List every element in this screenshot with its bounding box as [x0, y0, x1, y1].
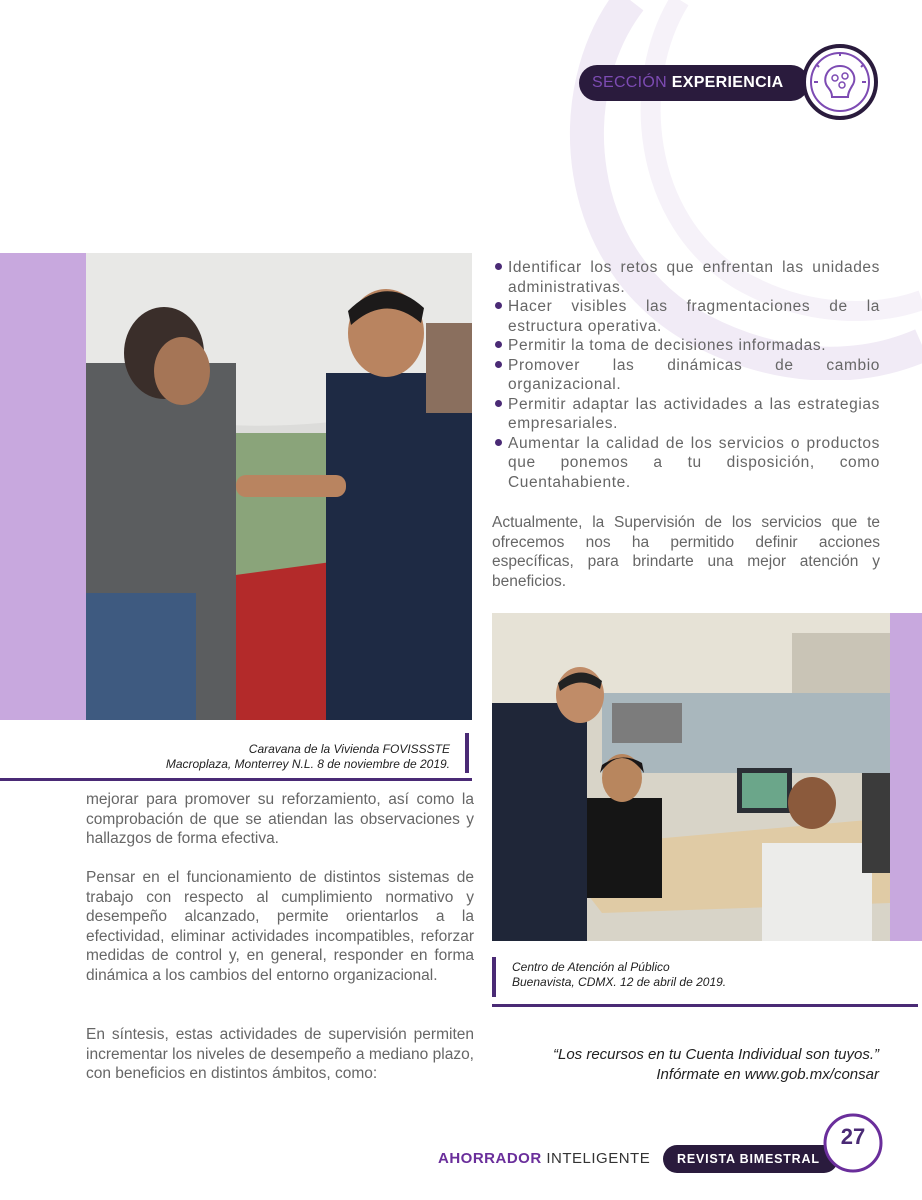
bullet-dot-icon	[495, 302, 502, 309]
quote-line-1: “Los recursos en tu Cuenta Individual son tuyos.”	[552, 1046, 879, 1063]
footer-brand-regular: INTELIGENTE	[546, 1150, 651, 1167]
bullet-dot-icon	[495, 400, 502, 407]
right-paragraph: Actualmente, la Supervisión de los servicios que te ofrecemos nos ha permitido definir acciones específicas, para brindarte una mejor atención y beneficios.	[492, 514, 880, 590]
objectives-list	[492, 258, 880, 492]
list-item: Hacer visibles las fragmentaciones de la estructura operativa.	[492, 297, 880, 336]
page-number: 27	[840, 1124, 866, 1149]
photo1-caption-title: Caravana de la Vivienda FOVISSSTE	[248, 742, 450, 756]
photo1-caption-place: Macroplaza, Monterrey N.L. 8 de noviembre de 2019.	[165, 757, 450, 771]
photo-handshake	[86, 253, 472, 720]
list-item: Identificar los retos que enfrentan las unidades administrativas.	[492, 258, 880, 297]
left-color-band	[0, 253, 86, 720]
list-item: Permitir adaptar las actividades a las estrategias empresariales.	[492, 395, 880, 434]
section-header-pill	[579, 65, 809, 101]
section-prefix: SECCIÓN	[592, 74, 667, 91]
left-paragraph-2: Pensar en el funcionamiento de distintos sistemas de trabajo con respecto al cumplimiento normativo y desempeño alcanzado, permite orientarlos a la efectividad, eliminar actividades incompatibles, reforzar medidas de control y, en general, responder en forma dinámica a los cambios del entorno organizacional.	[86, 869, 474, 984]
left-paragraph-1: mejorar para promover su reforzamiento, así como la comprobación de que se atiendan las observaciones y hallazgos de forma efectiva.	[86, 791, 474, 847]
bullet-dot-icon	[495, 263, 502, 270]
bullet-dot-icon	[495, 439, 502, 446]
right-color-band	[890, 613, 922, 941]
photo1-rule	[0, 778, 472, 781]
list-item: Aumentar la calidad de los servicios o productos que ponemos a tu disposición, como Cuentahabiente.	[492, 434, 880, 493]
left-paragraph-3: En síntesis, estas actividades de supervisión permiten incrementar los niveles de desempeño a mediano plazo, con beneficios en distintos ámbitos, como:	[86, 1026, 474, 1082]
quote-line-2: Infórmate en www.gob.mx/consar	[656, 1066, 879, 1083]
pull-quote	[553, 1045, 879, 1085]
bullet-dot-icon	[495, 341, 502, 348]
footer-brand	[438, 1150, 650, 1167]
footer-brand-bold: AHORRADOR	[438, 1150, 542, 1167]
photo1-caption	[100, 742, 450, 772]
photo2-caption-title: Centro de Atención al Público	[512, 960, 670, 974]
photo2-caption-bar	[492, 957, 496, 997]
list-item: Promover las dinámicas de cambio organizacional.	[492, 356, 880, 395]
brain-idea-icon	[800, 42, 880, 122]
photo2-caption	[512, 960, 872, 990]
photo1-caption-bar	[465, 733, 469, 773]
bullet-dot-icon	[495, 361, 502, 368]
photo2-caption-place: Buenavista, CDMX. 12 de abril de 2019.	[512, 975, 727, 989]
photo2-rule	[492, 1004, 918, 1007]
list-item: Permitir la toma de decisiones informadas.	[492, 336, 880, 356]
footer-pill: REVISTA BIMESTRAL	[663, 1145, 838, 1173]
photo-service-center	[492, 613, 890, 941]
section-name: EXPERIENCIA	[671, 74, 784, 91]
